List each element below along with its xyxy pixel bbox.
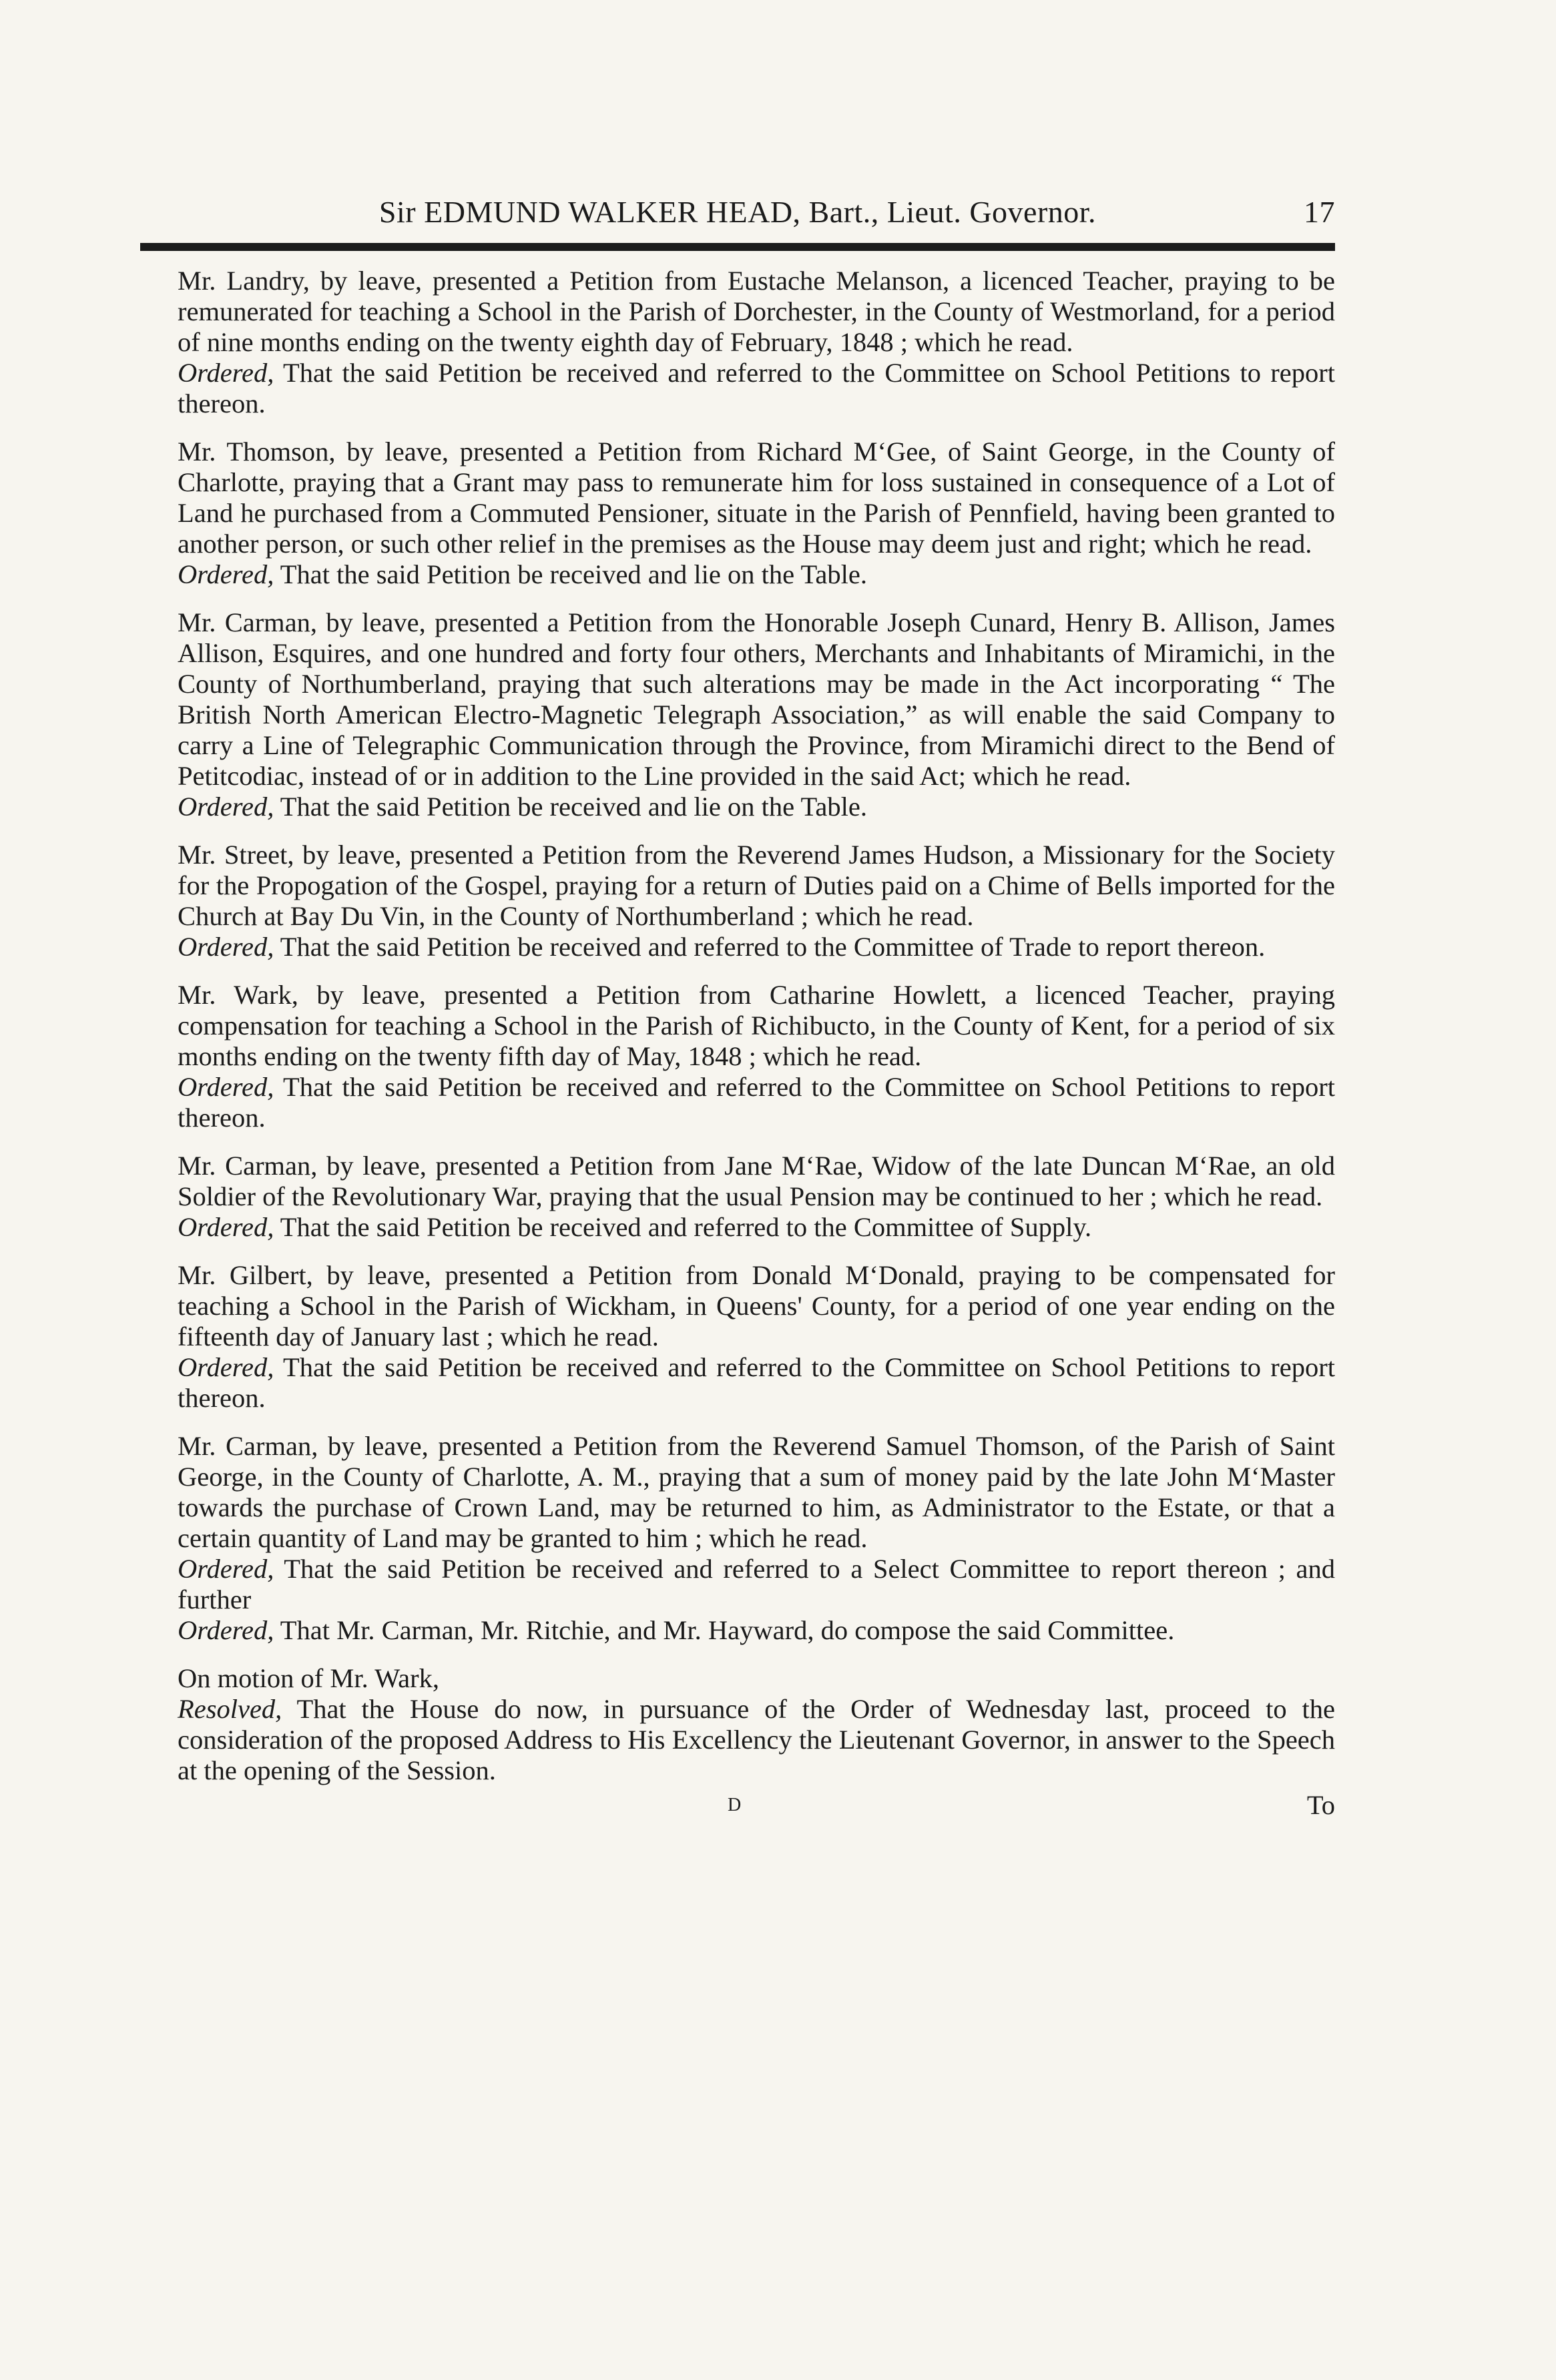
order-text: That the said Petition be received and referred to the Committee of Trade to report thereon. <box>280 932 1266 962</box>
petition-text: Mr. Landry, by leave, presented a Petition from Eustache Melanson, a licenced Teacher, praying to be remunerated for teaching a School in the Parish of Dorchester, in the County of Westmorland, for a period of nine months ending on the twenty eighth day of February, 1848 ; which he read. <box>178 266 1335 357</box>
petition-text: Mr. Carman, by leave, presented a Petition from the Honorable Joseph Cunard, Henry B. Allison, James Allison, Esquires, and one hundred and forty four others, Merchants and Inhabitants of Miramichi, in the County of Northumberland, praying that such alterations may be made in the Act incorporating “ The British North American Electro-Magnetic Telegraph Association,” as will enable the said Company to carry a Line of Telegraphic Communication through the Province, from Miramichi direct to the Bend of Petitcodiac, instead of or in addition to the Line provided in the said Act; which he read. <box>178 607 1335 791</box>
petition-entry <box>140 980 1335 1133</box>
order-label: Ordered, <box>178 932 274 962</box>
order-label: Ordered, <box>178 1554 274 1584</box>
order-text: That the said Petition be received and lie on the Table. <box>280 792 868 822</box>
petition-text: Mr. Carman, by leave, presented a Petition from the Reverend Samuel Thomson, of the Parish of Saint George, in the County of Charlotte, A. M., praying that a sum of money paid by the late John M‘Master towards the purchase of Crown Land, may be returned to him, as Administrator to the Estate, or that a certain quantity of Land may be granted to him ; which he read. <box>178 1431 1335 1553</box>
order-label: Ordered, <box>178 1072 274 1102</box>
order-label: Ordered, <box>178 1352 274 1382</box>
resolved-label: Resolved, <box>178 1694 282 1724</box>
order-text: That the said Petition be received and referred to the Committee on School Petitions to report thereon. <box>178 1352 1335 1413</box>
petition-text: Mr. Gilbert, by leave, presented a Petition from Donald M‘Donald, praying to be compensated for teaching a School in the Parish of Wickham, in Queens' County, for a period of one year ending on the fifteenth day of January last ; which he read. <box>178 1260 1335 1352</box>
petition-entry <box>140 840 1335 962</box>
order-text: That the said Petition be received and referred to the Committee on School Petitions to report thereon. <box>178 358 1335 418</box>
order-label: Ordered, <box>178 792 274 822</box>
petition-entry-select-committee <box>140 1431 1335 1646</box>
order-label: Ordered, <box>178 1615 274 1645</box>
order-text: That the said Petition be received and referred to the Committee of Supply. <box>280 1212 1092 1242</box>
running-title: Sir EDMUND WALKER HEAD, Bart., Lieut. Governor. <box>378 195 1097 229</box>
page-footer <box>140 1790 1335 1821</box>
running-header <box>140 194 1335 231</box>
order-label: Ordered, <box>178 1212 274 1242</box>
document-page <box>140 194 1335 1821</box>
motion-text: On motion of Mr. Wark, <box>178 1663 439 1693</box>
order-text: That Mr. Carman, Mr. Ritchie, and Mr. Hayward, do compose the said Committee. <box>280 1615 1175 1645</box>
order-label: Ordered, <box>178 358 274 388</box>
journal-body <box>140 266 1335 1821</box>
petition-text: Mr. Street, by leave, presented a Petition from the Reverend James Hudson, a Missionary for the Society for the Propogation of the Gospel, praying for a return of Duties paid on a Chime of Bells imported for the Church at Bay Du Vin, in the County of Northumberland ; which he read. <box>178 840 1335 931</box>
motion-entry <box>140 1663 1335 1786</box>
petition-entry <box>140 436 1335 590</box>
page-number: 17 <box>1304 195 1335 229</box>
petition-text: Mr. Thomson, by leave, presented a Petition from Richard M‘Gee, of Saint George, in the County of Charlotte, praying that a Grant may pass to remunerate him for loss sustained in consequence of a Lot of Land he purchased from a Commuted Pensioner, situate in the Parish of Pennfield, having been granted to another person, or such other relief in the premises as the House may deem just and right; which he read. <box>178 436 1335 559</box>
header-rule <box>140 243 1335 251</box>
petition-entry <box>140 1151 1335 1243</box>
order-text: That the said Petition be received and referred to the Committee on School Petitions to report thereon. <box>178 1072 1335 1133</box>
petition-text: Mr. Carman, by leave, presented a Petition from Jane M‘Rae, Widow of the late Duncan M‘Rae, an old Soldier of the Revolutionary War, praying that the usual Pension may be continued to her ; which he read. <box>178 1151 1335 1211</box>
catchword: To <box>1306 1790 1335 1820</box>
petition-text: Mr. Wark, by leave, presented a Petition from Catharine Howlett, a licenced Teacher, praying compensation for teaching a School in the Parish of Richibucto, in the County of Kent, for a period of six months ending on the twenty fifth day of May, 1848 ; which he read. <box>178 980 1335 1071</box>
petition-entry <box>140 1260 1335 1414</box>
resolved-text: That the House do now, in pursuance of the Order of Wednesday last, proceed to the consideration of the proposed Address to His Excellency the Lieutenant Governor, in answer to the Speech at the opening of the Session. <box>178 1694 1335 1785</box>
order-text: That the said Petition be received and lie on the Table. <box>280 559 868 589</box>
order-text: That the said Petition be received and referred to a Select Committee to report thereon ; and further <box>178 1554 1335 1614</box>
petition-entry <box>140 266 1335 419</box>
signature-mark: D <box>728 1795 742 1815</box>
order-label: Ordered, <box>178 559 274 589</box>
petition-entry <box>140 607 1335 822</box>
